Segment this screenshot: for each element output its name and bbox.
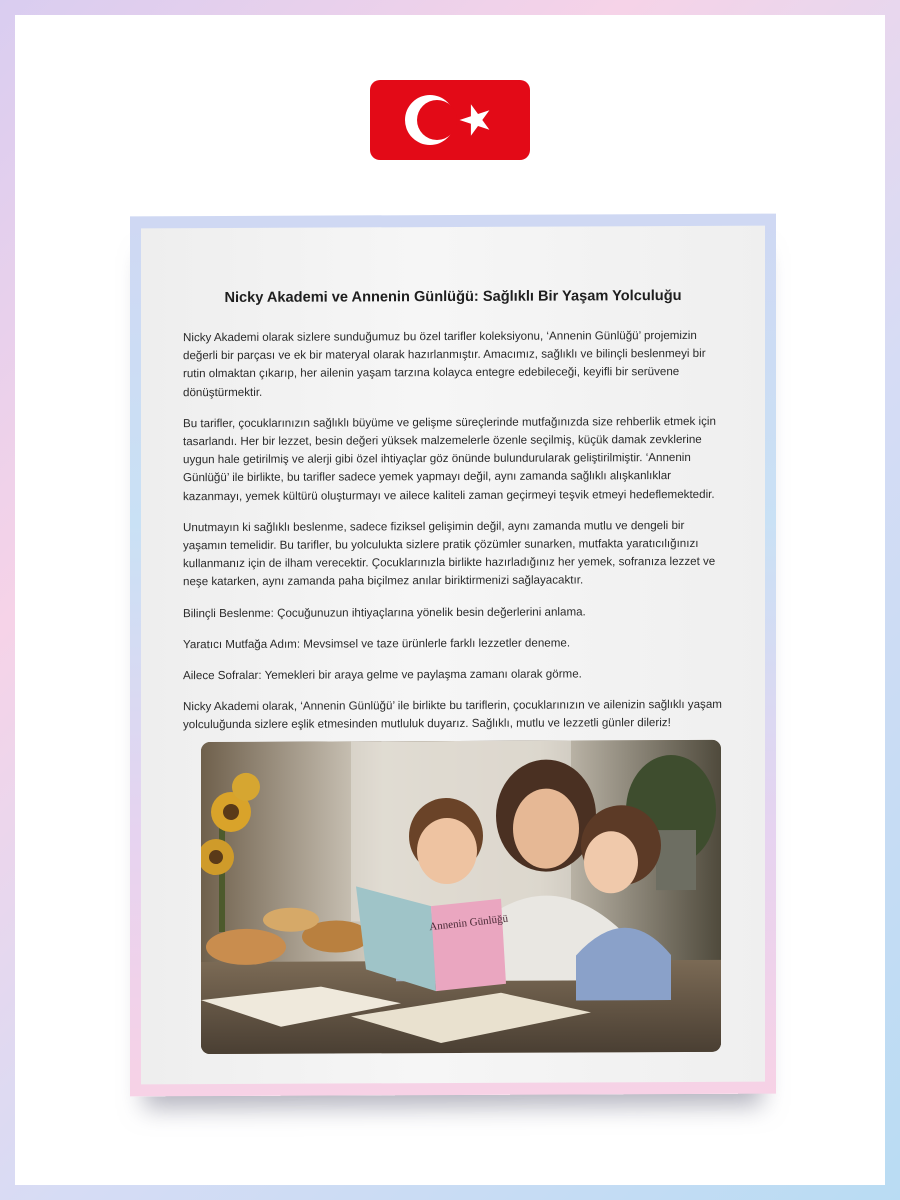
turkish-flag-icon bbox=[370, 80, 530, 160]
document-title: Nicky Akademi ve Annenin Günlüğü: Sağlıklı Bir Yaşam Yolculuğu bbox=[224, 288, 682, 306]
photo-book-title: Annenin Günlüğü bbox=[428, 912, 509, 934]
document-body bbox=[183, 327, 728, 748]
page-card bbox=[15, 15, 885, 1185]
point-creative-kitchen: Yaratıcı Mutfağa Adım: Mevsimsel ve taze ürünlerle farklı lezzetler deneme. bbox=[183, 636, 571, 652]
document-page bbox=[141, 226, 765, 1085]
point-family-tables: Ailece Sofralar: Yemekleri bir araya gelme ve paylaşma zamanı olarak görme. bbox=[183, 667, 582, 683]
paragraph-purpose: Bu tarifler, çocuklarınızın sağlıklı büyüme ve gelişme süreçlerinde mutfağınızda size rehberlik etmek için tasarlandı. Her bir lezzet, besin değeri yüksek malzemelerle özenle seçilmiş, küçük damak zevklerine uygun hale getirilmiş ve alerji gibi özel ihtiyaçlar göz önünde bulundurularak geliştirilmiştir. ‘Annenin Günlüğü’ ile birlikte, bu tarifler sadece yemek yapmayı değil, aynı zamanda sağlıklı alışkanlıklar kazanmayı, yemek kültürü oluşturmayı ve ailece kaliteli zaman geçirmeyi teşvik etmeyi hedeflemektedir. bbox=[183, 414, 716, 503]
point-conscious-nutrition: Bilinçli Beslenme: Çocuğunuzun ihtiyaçlarına yönelik besin değerlerini anlama. bbox=[183, 605, 586, 620]
paragraph-reminder: Unutmayın ki sağlıklı beslenme, sadece fiziksel gelişimin değil, aynı zamanda mutlu ve dengeli bir yaşamın temelidir. Bu tarifler, bu yolculukta sizlere pratik çözümler sunarken, mutfakta yaratıcılığınızı kullanmanız için de ilham verecektir. Çocuklarınızla birlikte hazırladığınız her yemek, sofranıza lezzet ve neşe katarken, aynı zamanda paha biçilmez anılar biriktirmenizi sağlayacaktır. bbox=[183, 518, 716, 589]
paragraph-intro: Nicky Akademi olarak sizlere sunduğumuz bu özel tarifler koleksiyonu, ‘Annenin Günlüğü’ projemizin değerli bir parçası ve ek bir materyal olarak hazırlanmıştır. Amacımız, sağlıklı ve bilinçli beslenmeyi bir rutin olmaktan çıkarıp, her ailenin yaşam tarzına kolayca entegre edebileceği, keyifli bir serüvene dönüştürmektir. bbox=[183, 328, 706, 399]
family-reading-photo bbox=[201, 740, 721, 1054]
document-frame bbox=[130, 214, 776, 1097]
paragraph-closing: Nicky Akademi olarak, ‘Annenin Günlüğü’ ile birlikte bu tariflerin, çocuklarınızın ve ailenizin sağlıklı yaşam yolculuğunda sizlere eşlik etmesinden mutluluk duyarız. Sağlıklı, mutlu ve lezzetli günler dileriz! bbox=[183, 698, 722, 732]
